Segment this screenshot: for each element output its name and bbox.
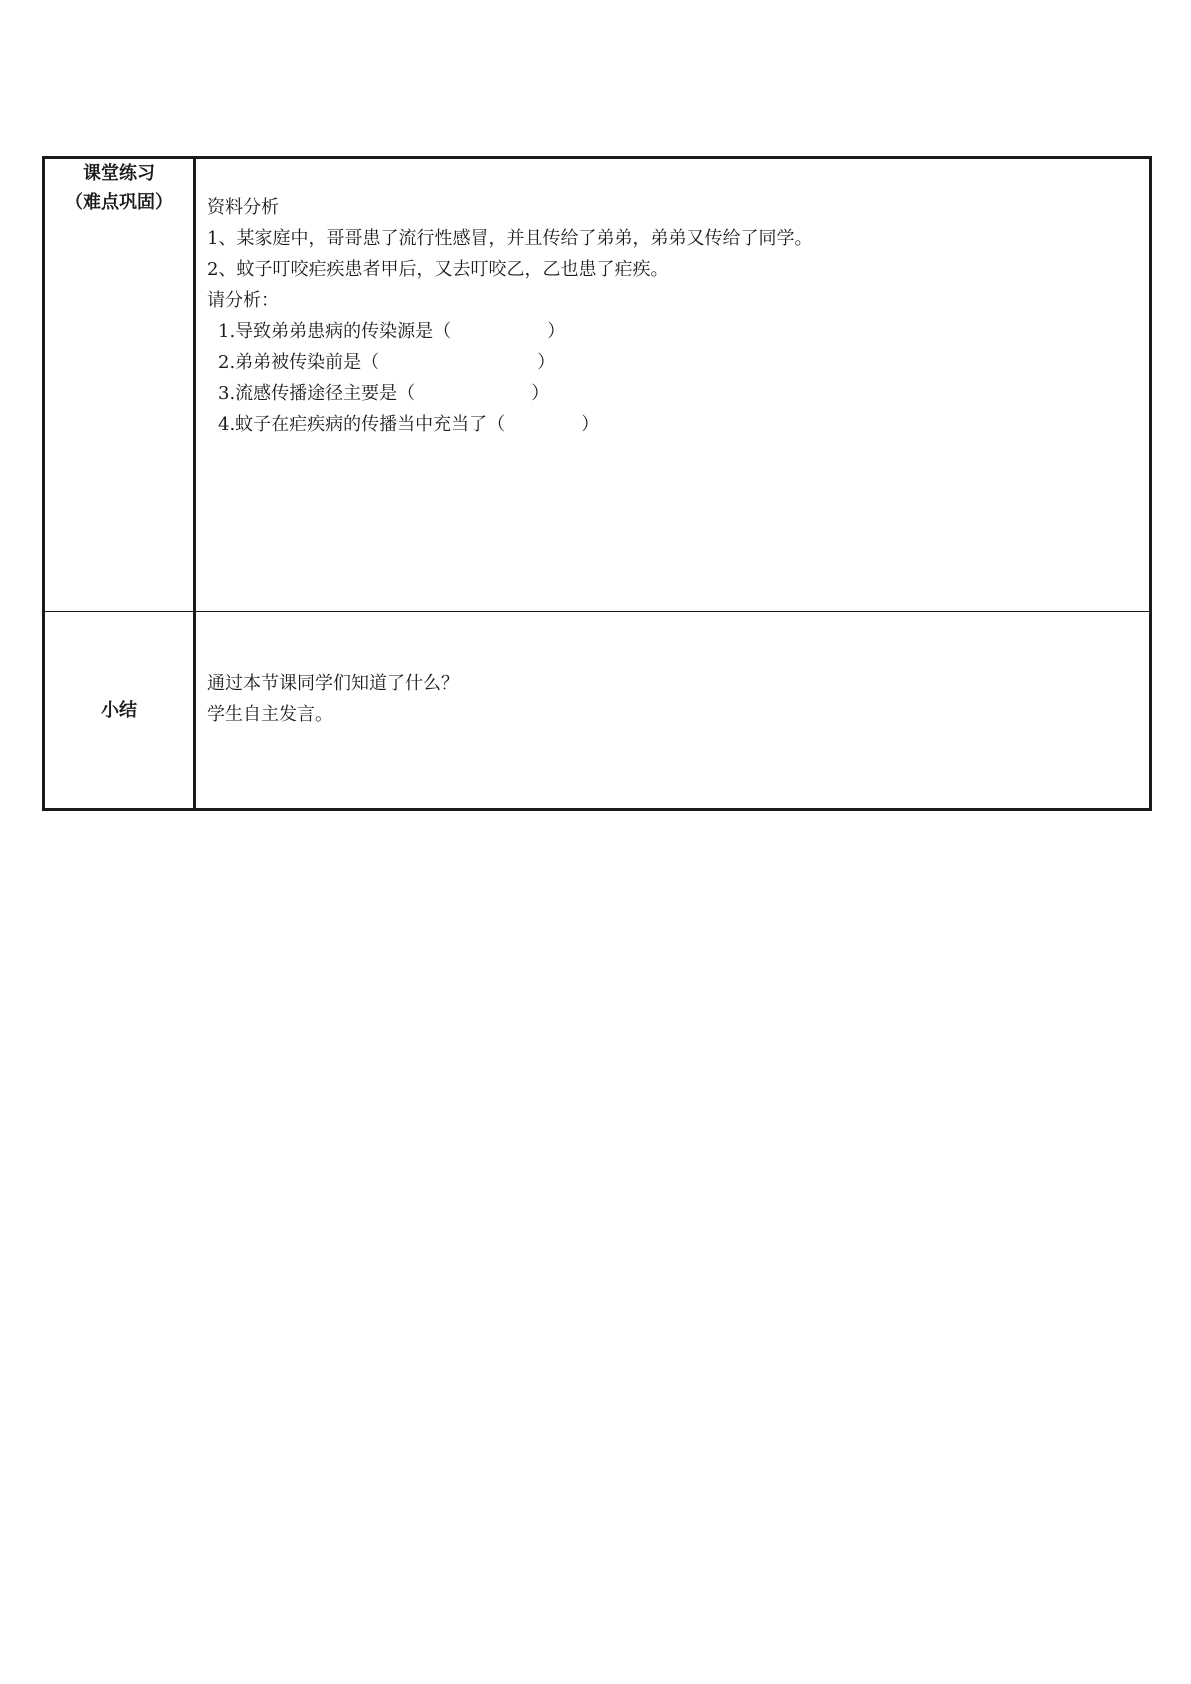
question-item	[207, 347, 1149, 378]
question-close: ）	[581, 414, 600, 435]
practice-content-cell	[195, 158, 1151, 612]
summary-answer: 学生自主发言。	[207, 704, 333, 725]
question-item	[207, 409, 1149, 440]
practice-label-line1: 课堂练习	[83, 163, 155, 184]
practice-label-cell	[44, 158, 195, 612]
practice-label-line2: （难点巩固）	[65, 192, 173, 213]
question-item	[207, 378, 1149, 409]
analysis-prompt: 请分析：	[207, 290, 279, 311]
question-text: 1.导致弟弟患病的传染源是（	[218, 321, 452, 342]
material-item: 1、某家庭中，哥哥患了流行性感冒，并且传给了弟弟，弟弟又传给了同学。	[207, 228, 813, 249]
question-text: 2.弟弟被传染前是（	[218, 352, 380, 373]
question-text: 4.蚊子在疟疾病的传播当中充当了（	[218, 414, 506, 435]
summary-label-cell	[44, 612, 195, 810]
practice-row	[44, 158, 1151, 612]
question-item	[207, 316, 1149, 347]
question-close: ）	[531, 383, 550, 404]
summary-question: 通过本节课同学们知道了什么？	[207, 673, 459, 694]
question-close: ）	[537, 352, 556, 373]
question-close: ）	[547, 321, 566, 342]
summary-row	[44, 612, 1151, 810]
summary-label: 小结	[101, 699, 137, 721]
material-item: 2、蚊子叮咬疟疾患者甲后，又去叮咬乙，乙也患了疟疾。	[207, 259, 669, 280]
question-text: 3.流感传播途径主要是（	[218, 383, 416, 404]
summary-content-cell	[195, 612, 1151, 810]
material-heading: 资料分析	[207, 197, 279, 218]
lesson-table	[42, 156, 1152, 811]
